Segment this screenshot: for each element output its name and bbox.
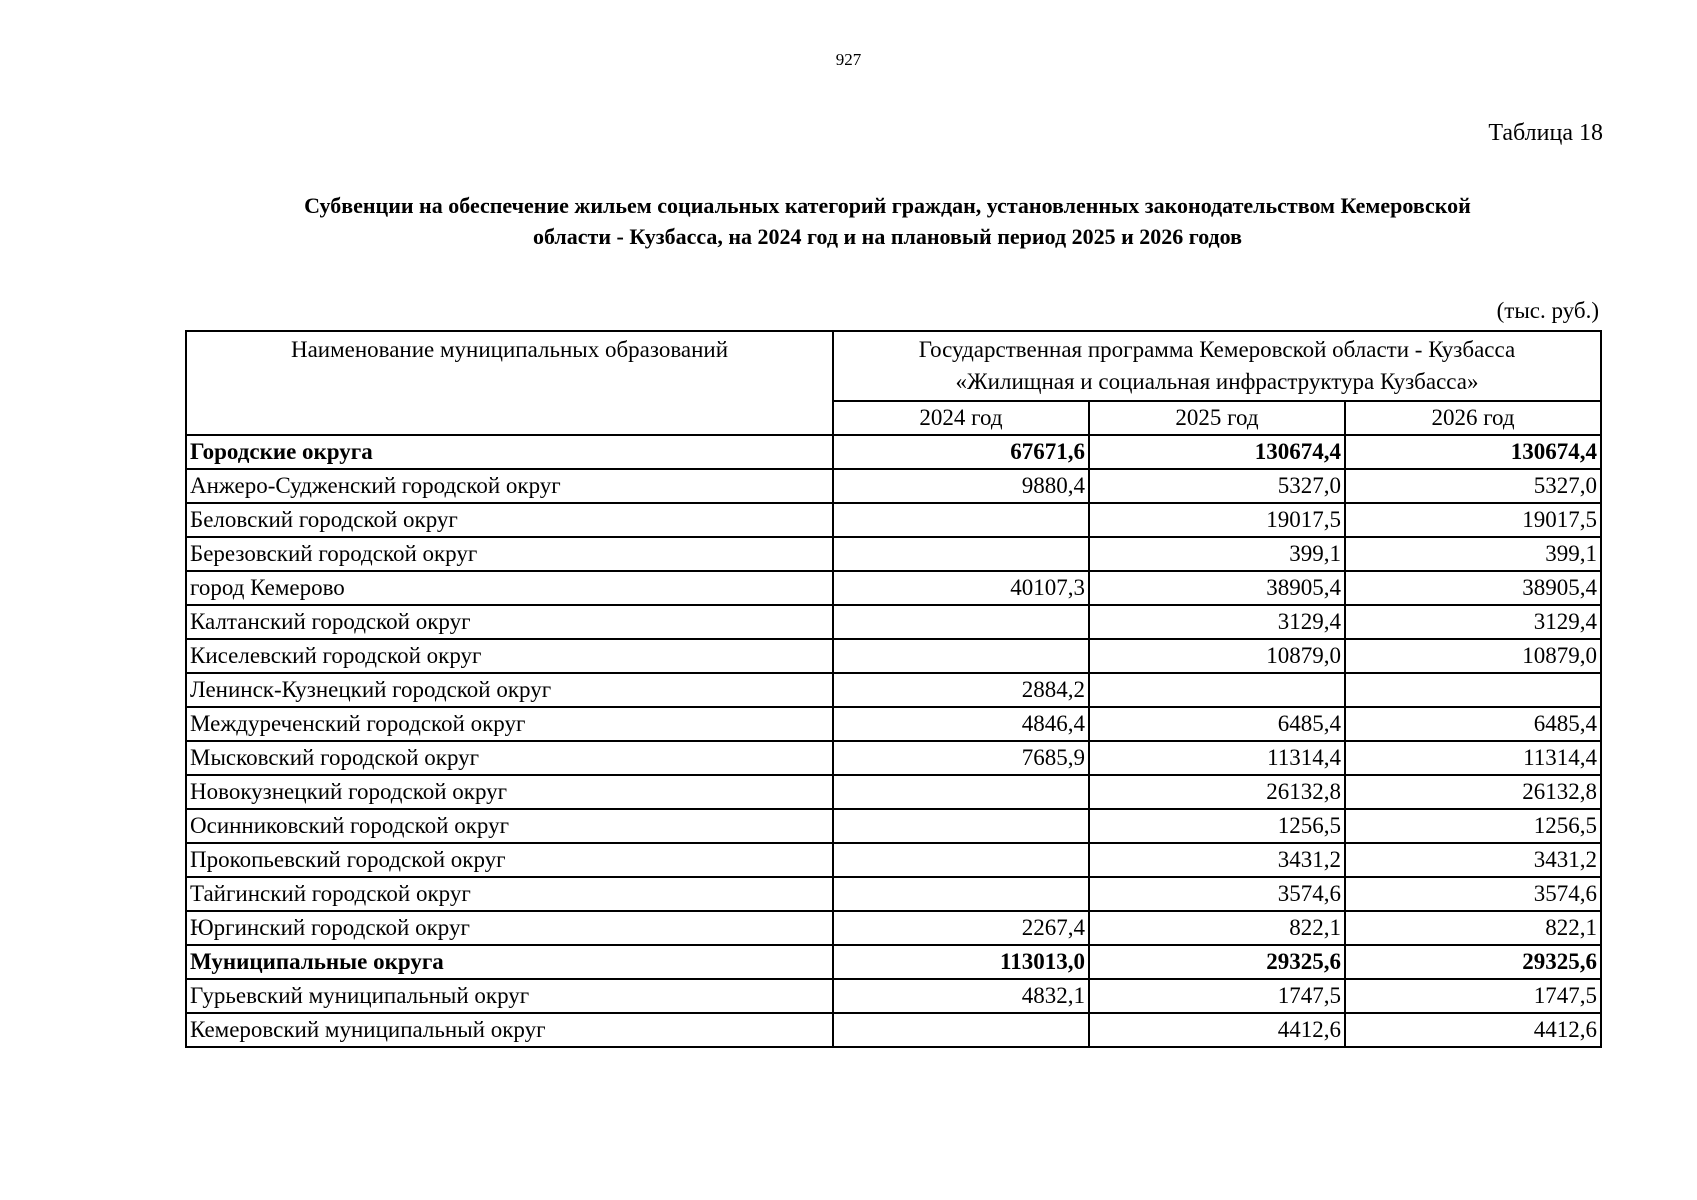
year-2026-header: 2026 год — [1345, 401, 1601, 435]
value-2024-cell: 4832,1 — [833, 979, 1089, 1013]
value-2025-cell: 11314,4 — [1089, 741, 1345, 775]
value-2025-cell: 4412,6 — [1089, 1013, 1345, 1047]
value-2025-cell: 1747,5 — [1089, 979, 1345, 1013]
table-row — [186, 673, 1601, 707]
subsidies-table — [185, 330, 1602, 1048]
program-line-1: Государственная программа Кемеровской области - Кузбасса — [918, 337, 1516, 362]
value-2026-cell: 3574,6 — [1345, 877, 1601, 911]
program-line-2: «Жилищная и социальная инфраструктура Кузбасса» — [955, 369, 1479, 394]
municipality-name-cell: Юргинский городской округ — [186, 911, 833, 945]
header-row — [186, 331, 1601, 401]
value-2026-cell: 3431,2 — [1345, 843, 1601, 877]
table-row — [186, 877, 1601, 911]
value-2024-cell — [833, 537, 1089, 571]
value-2024-cell — [833, 605, 1089, 639]
value-2024-cell — [833, 877, 1089, 911]
value-2024-cell: 40107,3 — [833, 571, 1089, 605]
value-2024-cell: 2884,2 — [833, 673, 1089, 707]
value-2026-cell: 1747,5 — [1345, 979, 1601, 1013]
municipality-name-cell: Калтанский городской округ — [186, 605, 833, 639]
value-2024-cell: 7685,9 — [833, 741, 1089, 775]
value-2026-cell: 5327,0 — [1345, 469, 1601, 503]
value-2024-cell — [833, 843, 1089, 877]
municipality-name-cell: Тайгинский городской округ — [186, 877, 833, 911]
value-2025-cell: 3129,4 — [1089, 605, 1345, 639]
value-2026-cell: 822,1 — [1345, 911, 1601, 945]
units-label: (тыс. руб.) — [1496, 298, 1599, 323]
municipality-name-cell: Ленинск-Кузнецкий городской округ — [186, 673, 833, 707]
value-2026-cell: 29325,6 — [1345, 945, 1601, 979]
municipality-name-cell: Междуреченский городской округ — [186, 707, 833, 741]
value-2024-cell: 9880,4 — [833, 469, 1089, 503]
value-2024-cell: 4846,4 — [833, 707, 1089, 741]
value-2025-cell: 130674,4 — [1089, 435, 1345, 469]
table-row — [186, 911, 1601, 945]
value-2024-cell — [833, 639, 1089, 673]
value-2025-cell: 399,1 — [1089, 537, 1345, 571]
value-2025-cell: 10879,0 — [1089, 639, 1345, 673]
municipality-name-cell: Новокузнецкий городской округ — [186, 775, 833, 809]
value-2026-cell: 399,1 — [1345, 537, 1601, 571]
municipality-name-cell: Осинниковский городской округ — [186, 809, 833, 843]
value-2025-cell — [1089, 673, 1345, 707]
table-row — [186, 571, 1601, 605]
municipality-name-cell: Городские округа — [186, 435, 833, 469]
value-2024-cell: 113013,0 — [833, 945, 1089, 979]
year-2025-header: 2025 год — [1089, 401, 1345, 435]
table-row — [186, 639, 1601, 673]
value-2026-cell: 3129,4 — [1345, 605, 1601, 639]
municipality-name-cell: Беловский городской округ — [186, 503, 833, 537]
value-2025-cell: 19017,5 — [1089, 503, 1345, 537]
value-2024-cell — [833, 503, 1089, 537]
value-2024-cell — [833, 809, 1089, 843]
municipality-name-cell: город Кемерово — [186, 571, 833, 605]
value-2024-cell: 67671,6 — [833, 435, 1089, 469]
value-2026-cell: 6485,4 — [1345, 707, 1601, 741]
municipality-name-cell: Киселевский городской округ — [186, 639, 833, 673]
table-row — [186, 469, 1601, 503]
value-2025-cell: 38905,4 — [1089, 571, 1345, 605]
title-line-2: области - Кузбасса, на 2024 год и на плановый период 2025 и 2026 годов — [532, 224, 1243, 249]
year-2024-header: 2024 год — [833, 401, 1089, 435]
document-title — [180, 190, 1595, 252]
value-2024-cell — [833, 775, 1089, 809]
value-2026-cell: 130674,4 — [1345, 435, 1601, 469]
table-row — [186, 1013, 1601, 1047]
value-2026-cell — [1345, 673, 1601, 707]
value-2026-cell: 1256,5 — [1345, 809, 1601, 843]
value-2025-cell: 26132,8 — [1089, 775, 1345, 809]
value-2025-cell: 6485,4 — [1089, 707, 1345, 741]
table-row — [186, 979, 1601, 1013]
value-2026-cell: 10879,0 — [1345, 639, 1601, 673]
title-line-1: Субвенции на обеспечение жильем социальных категорий граждан, установленных законодательством Кемеровской — [304, 193, 1471, 218]
value-2026-cell: 4412,6 — [1345, 1013, 1601, 1047]
value-2025-cell: 3574,6 — [1089, 877, 1345, 911]
value-2026-cell: 38905,4 — [1345, 571, 1601, 605]
municipality-name-cell: Березовский городской округ — [186, 537, 833, 571]
value-2024-cell — [833, 1013, 1089, 1047]
table-row — [186, 809, 1601, 843]
value-2026-cell: 26132,8 — [1345, 775, 1601, 809]
value-2026-cell: 19017,5 — [1345, 503, 1601, 537]
municipality-name-cell: Муниципальные округа — [186, 945, 833, 979]
table-body — [186, 435, 1601, 1047]
municipality-name-cell: Прокопьевский городской округ — [186, 843, 833, 877]
name-column-header: Наименование муниципальных образований — [186, 331, 833, 435]
table-row — [186, 775, 1601, 809]
value-2025-cell: 1256,5 — [1089, 809, 1345, 843]
table-row — [186, 605, 1601, 639]
municipality-name-cell: Мысковский городской округ — [186, 741, 833, 775]
table-row — [186, 741, 1601, 775]
value-2025-cell: 5327,0 — [1089, 469, 1345, 503]
table-row — [186, 503, 1601, 537]
value-2025-cell: 3431,2 — [1089, 843, 1345, 877]
value-2025-cell: 822,1 — [1089, 911, 1345, 945]
value-2026-cell: 11314,4 — [1345, 741, 1601, 775]
table-row — [186, 537, 1601, 571]
table-row — [186, 707, 1601, 741]
table-label: Таблица 18 — [1488, 120, 1603, 146]
value-2024-cell: 2267,4 — [833, 911, 1089, 945]
page-number: 927 — [835, 50, 862, 69]
value-2025-cell: 29325,6 — [1089, 945, 1345, 979]
program-column-header — [833, 331, 1601, 401]
group-total-row — [186, 435, 1601, 469]
municipality-name-cell: Кемеровский муниципальный округ — [186, 1013, 833, 1047]
municipality-name-cell: Анжеро-Судженский городской округ — [186, 469, 833, 503]
municipality-name-cell: Гурьевский муниципальный округ — [186, 979, 833, 1013]
table-row — [186, 843, 1601, 877]
group-total-row — [186, 945, 1601, 979]
